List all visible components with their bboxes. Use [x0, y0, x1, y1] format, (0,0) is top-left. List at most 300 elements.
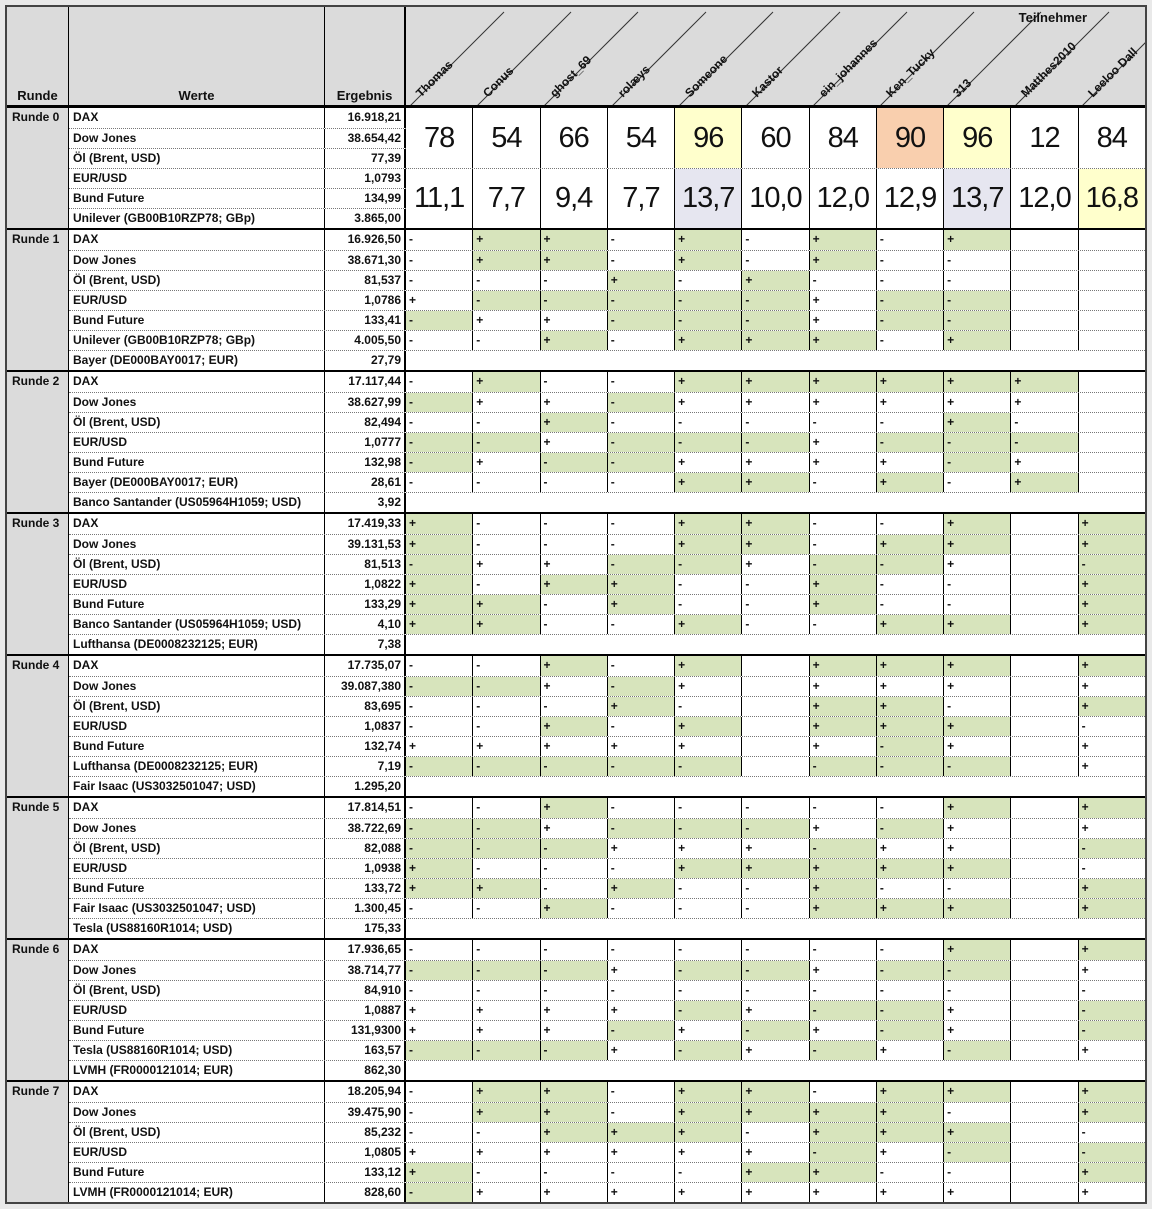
prediction-cell[interactable]: +	[943, 372, 1010, 392]
prediction-cell[interactable]: -	[1078, 1143, 1145, 1162]
prediction-cell[interactable]: +	[876, 1082, 943, 1102]
instrument-name[interactable]: DAX	[69, 230, 325, 250]
result-value[interactable]: 27,79	[325, 351, 406, 370]
prediction-cell[interactable]: -	[1078, 717, 1145, 736]
prediction-cell[interactable]: +	[540, 251, 607, 270]
prediction-cell[interactable]: +	[607, 1143, 674, 1162]
result-value[interactable]: 1,0887	[325, 1001, 406, 1020]
prediction-cell[interactable]: +	[607, 879, 674, 898]
instrument-name[interactable]: EUR/USD	[69, 859, 325, 878]
prediction-cell[interactable]: -	[540, 757, 607, 776]
instrument-name[interactable]: Bayer (DE000BAY0017; EUR)	[69, 351, 325, 370]
result-value[interactable]: 39.131,53	[325, 535, 406, 554]
prediction-cell[interactable]: +	[876, 717, 943, 736]
prediction-cell[interactable]: +	[472, 251, 539, 270]
prediction-cell[interactable]: -	[943, 757, 1010, 776]
prediction-cell[interactable]: +	[876, 1103, 943, 1122]
prediction-cell[interactable]: +	[809, 961, 876, 980]
prediction-cell[interactable]	[1010, 230, 1077, 250]
prediction-cell[interactable]	[1010, 1123, 1077, 1142]
avg-score-cell[interactable]: 12,0	[809, 169, 876, 228]
prediction-cell[interactable]: +	[943, 413, 1010, 432]
prediction-cell[interactable]: -	[607, 859, 674, 878]
participant-name[interactable]: ein_johannes	[816, 35, 881, 100]
prediction-cell[interactable]: -	[409, 273, 413, 287]
prediction-cell[interactable]: +	[876, 839, 943, 858]
runde-label[interactable]: Runde 7	[7, 1082, 69, 1202]
prediction-cell[interactable]: +	[943, 1123, 1010, 1142]
prediction-cell[interactable]: +	[809, 1183, 876, 1202]
prediction-cell[interactable]	[1010, 961, 1077, 980]
prediction-cell[interactable]: -	[741, 251, 808, 270]
prediction-cell[interactable]: -	[943, 697, 1010, 716]
prediction-cell[interactable]: +	[809, 433, 876, 452]
instrument-name[interactable]: Öl (Brent, USD)	[69, 413, 325, 432]
prediction-cell[interactable]: -	[876, 940, 943, 960]
prediction-cell[interactable]: +	[540, 311, 607, 330]
instrument-name[interactable]: DAX	[69, 1082, 325, 1102]
prediction-cell[interactable]: +	[1010, 473, 1077, 492]
prediction-cell[interactable]: -	[876, 230, 943, 250]
prediction-cell[interactable]	[741, 656, 808, 676]
prediction-cell[interactable]: -	[809, 1143, 876, 1162]
prediction-cell[interactable]: -	[809, 535, 876, 554]
prediction-cell[interactable]: +	[540, 1183, 607, 1202]
instrument-name[interactable]: Banco Santander (US05964H1059; USD)	[69, 615, 325, 634]
prediction-cell[interactable]: +	[607, 1001, 674, 1020]
avg-score-cell[interactable]: 7,7	[472, 169, 539, 228]
prediction-cell[interactable]: -	[540, 697, 607, 716]
prediction-cell[interactable]: +	[943, 555, 1010, 574]
prediction-cell[interactable]: -	[607, 473, 674, 492]
prediction-cell[interactable]	[1010, 1143, 1077, 1162]
prediction-cell[interactable]: +	[607, 575, 674, 594]
instrument-name[interactable]: DAX	[69, 798, 325, 818]
prediction-cell[interactable]: +	[809, 595, 876, 614]
prediction-cell[interactable]: -	[540, 535, 607, 554]
prediction-cell[interactable]	[1078, 473, 1145, 492]
prediction-cell[interactable]	[1010, 981, 1077, 1000]
prediction-cell[interactable]: -	[809, 839, 876, 858]
prediction-cell[interactable]: +	[741, 1163, 808, 1182]
prediction-cell[interactable]	[1010, 271, 1077, 290]
prediction-cell[interactable]: +	[741, 1183, 808, 1202]
avg-score-cell[interactable]: 10,0	[741, 169, 808, 228]
prediction-cell[interactable]: -	[472, 798, 539, 818]
prediction-cell[interactable]: +	[876, 1041, 943, 1060]
prediction-cell[interactable]: +	[406, 514, 472, 534]
prediction-cell[interactable]: +	[741, 271, 808, 290]
instrument-name[interactable]: Unilever (GB00B10RZP78; GBp)	[69, 331, 325, 350]
prediction-cell[interactable]: +	[943, 859, 1010, 878]
prediction-cell[interactable]: +	[1078, 899, 1145, 918]
prediction-cell[interactable]: -	[943, 961, 1010, 980]
prediction-cell[interactable]: -	[876, 757, 943, 776]
prediction-cell[interactable]: -	[607, 1163, 674, 1182]
prediction-cell[interactable]: -	[540, 514, 607, 534]
prediction-cell[interactable]: -	[809, 1001, 876, 1020]
runde-label[interactable]: Runde 4	[7, 656, 69, 796]
prediction-cell[interactable]: +	[876, 1123, 943, 1142]
instrument-name[interactable]: EUR/USD	[69, 291, 325, 310]
prediction-cell[interactable]	[741, 677, 808, 696]
prediction-cell[interactable]: -	[409, 232, 413, 246]
result-value[interactable]: 28,61	[325, 473, 406, 492]
prediction-cell[interactable]: -	[607, 1103, 674, 1122]
prediction-cell[interactable]	[1010, 757, 1077, 776]
prediction-cell[interactable]: +	[540, 555, 607, 574]
prediction-cell[interactable]: -	[809, 271, 876, 290]
instrument-name[interactable]: Bund Future	[69, 189, 325, 208]
prediction-cell[interactable]: -	[876, 555, 943, 574]
prediction-cell[interactable]: +	[674, 372, 741, 392]
prediction-cell[interactable]	[1010, 1001, 1077, 1020]
prediction-cell[interactable]: -	[472, 899, 539, 918]
prediction-cell[interactable]: -	[674, 555, 741, 574]
result-value[interactable]: 17.735,07	[325, 656, 406, 676]
prediction-cell[interactable]: +	[1078, 737, 1145, 756]
instrument-name[interactable]: EUR/USD	[69, 717, 325, 736]
prediction-cell[interactable]: +	[472, 595, 539, 614]
prediction-cell[interactable]	[1010, 1041, 1077, 1060]
instrument-name[interactable]: EUR/USD	[69, 1143, 325, 1162]
prediction-cell[interactable]: +	[472, 1082, 539, 1102]
prediction-cell[interactable]: +	[674, 1021, 741, 1040]
prediction-cell[interactable]	[1078, 271, 1145, 290]
prediction-cell[interactable]	[741, 757, 808, 776]
prediction-cell[interactable]: +	[674, 839, 741, 858]
prediction-cell[interactable]: -	[406, 433, 472, 452]
prediction-cell[interactable]: +	[540, 656, 607, 676]
prediction-cell[interactable]: -	[741, 615, 808, 634]
prediction-cell[interactable]: +	[540, 1103, 607, 1122]
prediction-cell[interactable]: +	[876, 656, 943, 676]
prediction-cell[interactable]: -	[943, 1103, 1010, 1122]
instrument-name[interactable]: Öl (Brent, USD)	[69, 1123, 325, 1142]
prediction-cell[interactable]: +	[472, 1103, 539, 1122]
prediction-cell[interactable]: -	[1078, 1123, 1145, 1142]
prediction-cell[interactable]: +	[406, 575, 472, 594]
prediction-cell[interactable]: -	[876, 798, 943, 818]
score-cell[interactable]: 66	[540, 108, 607, 168]
prediction-cell[interactable]: +	[674, 656, 741, 676]
prediction-cell[interactable]: +	[540, 331, 607, 350]
prediction-cell[interactable]: +	[741, 1103, 808, 1122]
instrument-name[interactable]: DAX	[69, 108, 325, 128]
prediction-cell[interactable]: +	[943, 1183, 1010, 1202]
prediction-cell[interactable]: -	[540, 453, 607, 472]
prediction-cell[interactable]: +	[1078, 535, 1145, 554]
prediction-cell[interactable]: -	[472, 271, 539, 290]
prediction-cell[interactable]: +	[809, 372, 876, 392]
prediction-cell[interactable]: -	[607, 899, 674, 918]
prediction-cell[interactable]: -	[943, 291, 1010, 310]
prediction-cell[interactable]: -	[540, 940, 607, 960]
prediction-cell[interactable]: +	[540, 413, 607, 432]
prediction-cell[interactable]: -	[809, 473, 876, 492]
prediction-cell[interactable]: +	[607, 271, 674, 290]
instrument-name[interactable]: Öl (Brent, USD)	[69, 149, 325, 168]
prediction-cell[interactable]: +	[1078, 798, 1145, 818]
prediction-cell[interactable]: -	[876, 1163, 943, 1182]
prediction-cell[interactable]: +	[540, 1143, 607, 1162]
prediction-cell[interactable]: +	[540, 1082, 607, 1102]
instrument-name[interactable]: LVMH (FR0000121014; EUR)	[69, 1061, 325, 1080]
prediction-cell[interactable]: -	[409, 699, 413, 713]
prediction-cell[interactable]: -	[1010, 433, 1077, 452]
prediction-cell[interactable]: -	[741, 879, 808, 898]
prediction-cell[interactable]: -	[540, 271, 607, 290]
prediction-cell[interactable]: +	[809, 859, 876, 878]
prediction-cell[interactable]: +	[607, 839, 674, 858]
prediction-cell[interactable]	[1010, 331, 1077, 350]
prediction-cell[interactable]: -	[472, 413, 539, 432]
prediction-cell[interactable]: -	[741, 798, 808, 818]
participant-name[interactable]: Ken_Tucky	[883, 45, 938, 100]
prediction-cell[interactable]: -	[472, 473, 539, 492]
prediction-cell[interactable]: +	[1078, 1163, 1145, 1182]
prediction-cell[interactable]: +	[607, 737, 674, 756]
prediction-cell[interactable]	[1078, 251, 1145, 270]
result-value[interactable]: 133,12	[325, 1163, 406, 1182]
prediction-cell[interactable]: -	[809, 1041, 876, 1060]
avg-score-cell[interactable]: 11,1	[413, 182, 465, 214]
prediction-cell[interactable]: +	[809, 230, 876, 250]
prediction-cell[interactable]: +	[876, 697, 943, 716]
prediction-cell[interactable]: +	[943, 717, 1010, 736]
prediction-cell[interactable]: +	[1078, 819, 1145, 838]
prediction-cell[interactable]: -	[409, 1105, 413, 1119]
prediction-cell[interactable]: -	[674, 961, 741, 980]
prediction-cell[interactable]: +	[472, 555, 539, 574]
prediction-cell[interactable]: +	[943, 940, 1010, 960]
participant-name[interactable]: Matthes2010	[1018, 39, 1079, 100]
prediction-cell[interactable]: -	[943, 473, 1010, 492]
prediction-cell[interactable]: -	[607, 230, 674, 250]
prediction-cell[interactable]: -	[674, 819, 741, 838]
instrument-name[interactable]: Öl (Brent, USD)	[69, 555, 325, 574]
result-value[interactable]: 85,232	[325, 1123, 406, 1142]
prediction-cell[interactable]: -	[540, 1041, 607, 1060]
prediction-cell[interactable]: -	[540, 372, 607, 392]
avg-score-cell[interactable]: 12,9	[876, 169, 943, 228]
prediction-cell[interactable]	[1010, 859, 1077, 878]
prediction-cell[interactable]: +	[943, 230, 1010, 250]
instrument-name[interactable]: DAX	[69, 940, 325, 960]
result-value[interactable]: 133,41	[325, 311, 406, 330]
prediction-cell[interactable]: -	[741, 899, 808, 918]
instrument-name[interactable]: Lufthansa (DE0008232125; EUR)	[69, 757, 325, 776]
instrument-name[interactable]: Bund Future	[69, 737, 325, 756]
prediction-cell[interactable]: -	[607, 615, 674, 634]
prediction-cell[interactable]: +	[1078, 656, 1145, 676]
runde-label[interactable]: Runde 1	[7, 230, 69, 370]
prediction-cell[interactable]: +	[409, 293, 417, 307]
avg-score-cell[interactable]: 16,8	[1078, 169, 1145, 228]
prediction-cell[interactable]: +	[540, 230, 607, 250]
prediction-cell[interactable]: -	[876, 575, 943, 594]
prediction-cell[interactable]: -	[472, 1163, 539, 1182]
prediction-cell[interactable]: -	[409, 253, 413, 267]
prediction-cell[interactable]: +	[472, 393, 539, 412]
prediction-cell[interactable]: -	[741, 1123, 808, 1142]
prediction-cell[interactable]: -	[674, 1163, 741, 1182]
prediction-cell[interactable]: -	[741, 230, 808, 250]
prediction-cell[interactable]: -	[943, 251, 1010, 270]
prediction-cell[interactable]: +	[540, 819, 607, 838]
prediction-cell[interactable]: +	[540, 1021, 607, 1040]
prediction-cell[interactable]	[1078, 311, 1145, 330]
instrument-name[interactable]: Bund Future	[69, 311, 325, 330]
prediction-cell[interactable]: +	[607, 1041, 674, 1060]
runde-label[interactable]: Runde 5	[7, 798, 69, 938]
prediction-cell[interactable]: +	[674, 331, 741, 350]
prediction-cell[interactable]: -	[472, 961, 539, 980]
prediction-cell[interactable]: -	[674, 595, 741, 614]
prediction-cell[interactable]: -	[876, 331, 943, 350]
participant-name[interactable]: Conus	[480, 63, 517, 100]
prediction-cell[interactable]: +	[741, 514, 808, 534]
prediction-cell[interactable]: +	[1078, 697, 1145, 716]
prediction-cell[interactable]: +	[809, 1103, 876, 1122]
prediction-cell[interactable]: +	[809, 697, 876, 716]
prediction-cell[interactable]: +	[1010, 372, 1077, 392]
result-value[interactable]: 3,92	[325, 493, 406, 512]
prediction-cell[interactable]: -	[1010, 413, 1077, 432]
prediction-cell[interactable]	[1010, 879, 1077, 898]
prediction-cell[interactable]	[1010, 656, 1077, 676]
result-value[interactable]: 38.722,69	[325, 819, 406, 838]
result-value[interactable]: 1.300,45	[325, 899, 406, 918]
prediction-cell[interactable]: +	[607, 1183, 674, 1202]
prediction-cell[interactable]: +	[674, 473, 741, 492]
instrument-name[interactable]: Unilever (GB00B10RZP78; GBp)	[69, 209, 325, 228]
instrument-name[interactable]: Öl (Brent, USD)	[69, 839, 325, 858]
instrument-name[interactable]: Dow Jones	[69, 819, 325, 838]
prediction-cell[interactable]	[1010, 1021, 1077, 1040]
prediction-cell[interactable]: +	[409, 1023, 417, 1037]
prediction-cell[interactable]: +	[540, 575, 607, 594]
prediction-cell[interactable]: -	[540, 291, 607, 310]
prediction-cell[interactable]: +	[472, 1021, 539, 1040]
prediction-cell[interactable]: -	[540, 473, 607, 492]
prediction-cell[interactable]: -	[674, 697, 741, 716]
prediction-cell[interactable]: -	[607, 1021, 674, 1040]
prediction-cell[interactable]: +	[1078, 757, 1145, 776]
prediction-cell[interactable]: -	[674, 1001, 741, 1020]
result-value[interactable]: 16.926,50	[325, 230, 406, 250]
prediction-cell[interactable]: -	[472, 575, 539, 594]
score-cell[interactable]: 96	[943, 108, 1010, 168]
prediction-cell[interactable]: +	[674, 615, 741, 634]
runde-label[interactable]: Runde 2	[7, 372, 69, 512]
prediction-cell[interactable]: -	[607, 555, 674, 574]
prediction-cell[interactable]: +	[741, 555, 808, 574]
prediction-cell[interactable]	[1010, 514, 1077, 534]
participant-name[interactable]: 313	[950, 75, 975, 100]
prediction-cell[interactable]: -	[741, 981, 808, 1000]
prediction-cell[interactable]: -	[409, 983, 413, 997]
prediction-cell[interactable]	[1078, 433, 1145, 452]
prediction-cell[interactable]: +	[809, 453, 876, 472]
prediction-cell[interactable]: -	[607, 798, 674, 818]
prediction-cell[interactable]: +	[809, 1021, 876, 1040]
prediction-cell[interactable]: +	[674, 677, 741, 696]
prediction-cell[interactable]: +	[1078, 514, 1145, 534]
score-cell[interactable]: 84	[1078, 108, 1145, 168]
prediction-cell[interactable]: +	[472, 372, 539, 392]
instrument-name[interactable]: EUR/USD	[69, 433, 325, 452]
prediction-cell[interactable]: -	[607, 413, 674, 432]
prediction-cell[interactable]: -	[607, 251, 674, 270]
prediction-cell[interactable]: +	[876, 535, 943, 554]
prediction-cell[interactable]: -	[741, 1021, 808, 1040]
instrument-name[interactable]: Bund Future	[69, 1021, 325, 1040]
prediction-cell[interactable]: +	[607, 595, 674, 614]
prediction-cell[interactable]: -	[472, 859, 539, 878]
prediction-cell[interactable]: -	[540, 879, 607, 898]
prediction-cell[interactable]: +	[540, 717, 607, 736]
prediction-cell[interactable]: -	[1078, 555, 1145, 574]
prediction-cell[interactable]: +	[409, 1145, 417, 1159]
prediction-cell[interactable]: -	[409, 901, 413, 915]
prediction-cell[interactable]: -	[809, 514, 876, 534]
prediction-cell[interactable]: -	[540, 1163, 607, 1182]
prediction-cell[interactable]: +	[809, 717, 876, 736]
instrument-name[interactable]: DAX	[69, 656, 325, 676]
prediction-cell[interactable]: +	[943, 839, 1010, 858]
prediction-cell[interactable]: +	[741, 372, 808, 392]
result-value[interactable]: 18.205,94	[325, 1082, 406, 1102]
prediction-cell[interactable]: -	[409, 658, 413, 672]
result-value[interactable]: 7,38	[325, 635, 406, 654]
prediction-cell[interactable]: -	[943, 453, 1010, 472]
prediction-cell[interactable]: +	[674, 1082, 741, 1102]
instrument-name[interactable]: Bund Future	[69, 879, 325, 898]
header-runde[interactable]: Runde	[7, 7, 69, 105]
prediction-cell[interactable]: -	[607, 535, 674, 554]
result-value[interactable]: 38.627,99	[325, 393, 406, 412]
prediction-cell[interactable]: -	[943, 1143, 1010, 1162]
instrument-name[interactable]: Dow Jones	[69, 129, 325, 148]
prediction-cell[interactable]: +	[607, 961, 674, 980]
prediction-cell[interactable]	[1010, 737, 1077, 756]
prediction-cell[interactable]: +	[1078, 575, 1145, 594]
prediction-cell[interactable]: +	[943, 656, 1010, 676]
prediction-cell[interactable]: -	[943, 879, 1010, 898]
prediction-cell[interactable]: +	[876, 453, 943, 472]
prediction-cell[interactable]: +	[1078, 1103, 1145, 1122]
prediction-cell[interactable]: -	[876, 879, 943, 898]
result-value[interactable]: 1,0805	[325, 1143, 406, 1162]
prediction-cell[interactable]: +	[674, 1143, 741, 1162]
prediction-cell[interactable]: -	[1078, 839, 1145, 858]
avg-score-cell[interactable]: 9,4	[540, 169, 607, 228]
prediction-cell[interactable]: -	[406, 961, 472, 980]
prediction-cell[interactable]: +	[943, 819, 1010, 838]
prediction-cell[interactable]: -	[540, 839, 607, 858]
prediction-cell[interactable]: -	[809, 1082, 876, 1102]
instrument-name[interactable]: LVMH (FR0000121014; EUR)	[69, 1183, 325, 1202]
result-value[interactable]: 133,72	[325, 879, 406, 898]
prediction-cell[interactable]: -	[607, 717, 674, 736]
prediction-cell[interactable]: -	[876, 311, 943, 330]
prediction-cell[interactable]	[1010, 1103, 1077, 1122]
prediction-cell[interactable]: -	[809, 798, 876, 818]
prediction-cell[interactable]: +	[943, 535, 1010, 554]
avg-score-cell[interactable]: 13,7	[674, 169, 741, 228]
prediction-cell[interactable]: -	[607, 514, 674, 534]
